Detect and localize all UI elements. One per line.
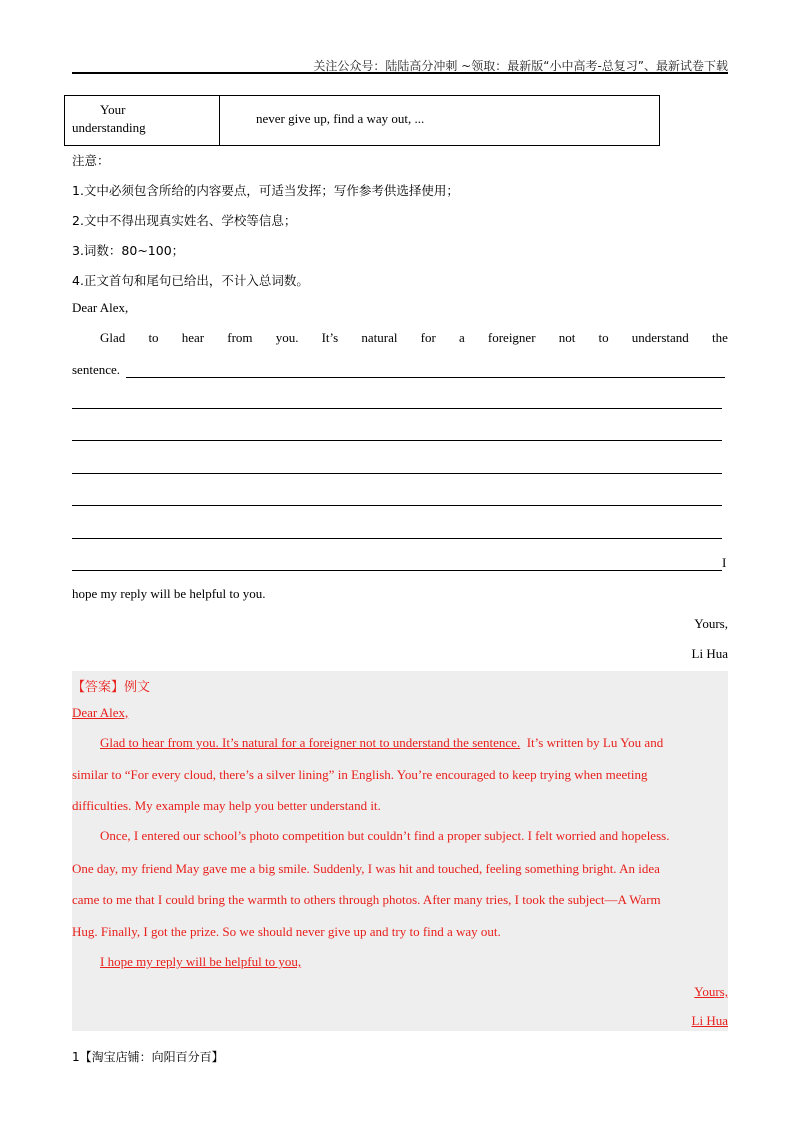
writing-line	[72, 440, 722, 441]
hint-table-label-line1: Your	[100, 102, 126, 117]
note-item: 4.正文首句和尾句已给出，不计入总词数。	[72, 273, 309, 288]
hint-table	[64, 95, 660, 146]
answer-paragraph-2-line-4: Hug. Finally, I got the prize. So we should never give up and try to find a way out.	[72, 924, 501, 939]
answer-paragraph-2-line-1: Once, I entered our school’s photo competition but couldn’t find a proper subject. I felt worried and hopeless.	[100, 828, 670, 843]
letter-word: to	[148, 330, 159, 345]
letter-word: understand	[631, 330, 689, 345]
note-item: 2.文中不得出现真实姓名、学校等信息；	[72, 213, 297, 228]
writing-line	[126, 377, 725, 378]
writing-line	[72, 408, 722, 409]
letter-word: you.	[275, 330, 299, 345]
letter-word: Glad	[100, 330, 126, 345]
writing-line	[72, 505, 722, 506]
answer-paragraph-2-line-3: came to me that I could bring the warmth to others through photos. After many tries, I took the subject—A Warm	[72, 892, 661, 907]
answer-paragraph-2-line-2: One day, my friend May gave me a big smile. Suddenly, I was hit and touched, feeling something bright. An idea	[72, 861, 660, 876]
letter-word: for	[420, 330, 436, 345]
writing-line	[72, 570, 722, 571]
page-footer: 1【淘宝店铺：向阳百分百】	[72, 1050, 224, 1064]
letter-word: natural	[361, 330, 398, 345]
answer-p1-rest: It’s written by Lu You and	[526, 735, 664, 750]
header-divider	[72, 72, 728, 74]
letter-word: to	[598, 330, 609, 345]
answer-signature: Li Hua	[691, 1013, 728, 1028]
answer-first-sentence: Glad to hear from you. It’s natural for a foreigner not to understand the sentence.	[100, 735, 521, 750]
letter-signature: Li Hua	[691, 646, 728, 661]
letter-word: It’s	[321, 330, 339, 345]
note-item: 1.文中必须包含所给的内容要点，可适当发挥；写作参考供选择使用；	[72, 183, 459, 198]
answer-paragraph-1-line-1	[100, 735, 663, 751]
answer-last-sentence: I hope my reply will be helpful to you,	[100, 954, 302, 969]
writing-line	[72, 538, 722, 539]
letter-last-sentence: hope my reply will be helpful to you.	[72, 586, 266, 601]
letter-word: the	[711, 330, 728, 345]
letter-word: hear	[181, 330, 205, 345]
answer-greeting: Dear Alex,	[72, 705, 129, 720]
page-header-text: 关注公众号：陆陆高分冲刺 ~领取：最新版“小中高考-总复习”、最新试卷下载	[313, 59, 728, 73]
letter-closing: Yours,	[694, 616, 728, 631]
letter-greeting: Dear Alex,	[72, 300, 129, 315]
letter-first-sentence	[100, 330, 728, 346]
writing-line	[72, 473, 722, 474]
letter-word: a	[458, 330, 465, 345]
letter-last-sentence-start: I	[722, 555, 727, 570]
letter-word: from	[227, 330, 253, 345]
letter-word: not	[558, 330, 576, 345]
answer-tag: 【答案】例文	[72, 680, 151, 695]
hint-table-content-cell	[220, 96, 659, 145]
hint-table-label-line2: understanding	[72, 120, 146, 135]
answer-paragraph-1-line-3: difficulties. My example may help you better understand it.	[72, 798, 381, 813]
letter-word: foreigner	[487, 330, 536, 345]
letter-first-sentence-end: sentence.	[72, 362, 121, 377]
answer-paragraph-1-line-2: similar to “For every cloud, there’s a silver lining” in English. You’re encouraged to keep trying when meeting	[72, 767, 648, 782]
hint-table-label-cell	[65, 96, 220, 145]
note-item: 3.词数：80~100；	[72, 243, 185, 258]
hint-table-content: never give up, find a way out, ...	[256, 111, 425, 126]
answer-section	[72, 671, 728, 1031]
answer-closing: Yours,	[694, 984, 728, 999]
notes-title: 注意：	[72, 153, 110, 168]
